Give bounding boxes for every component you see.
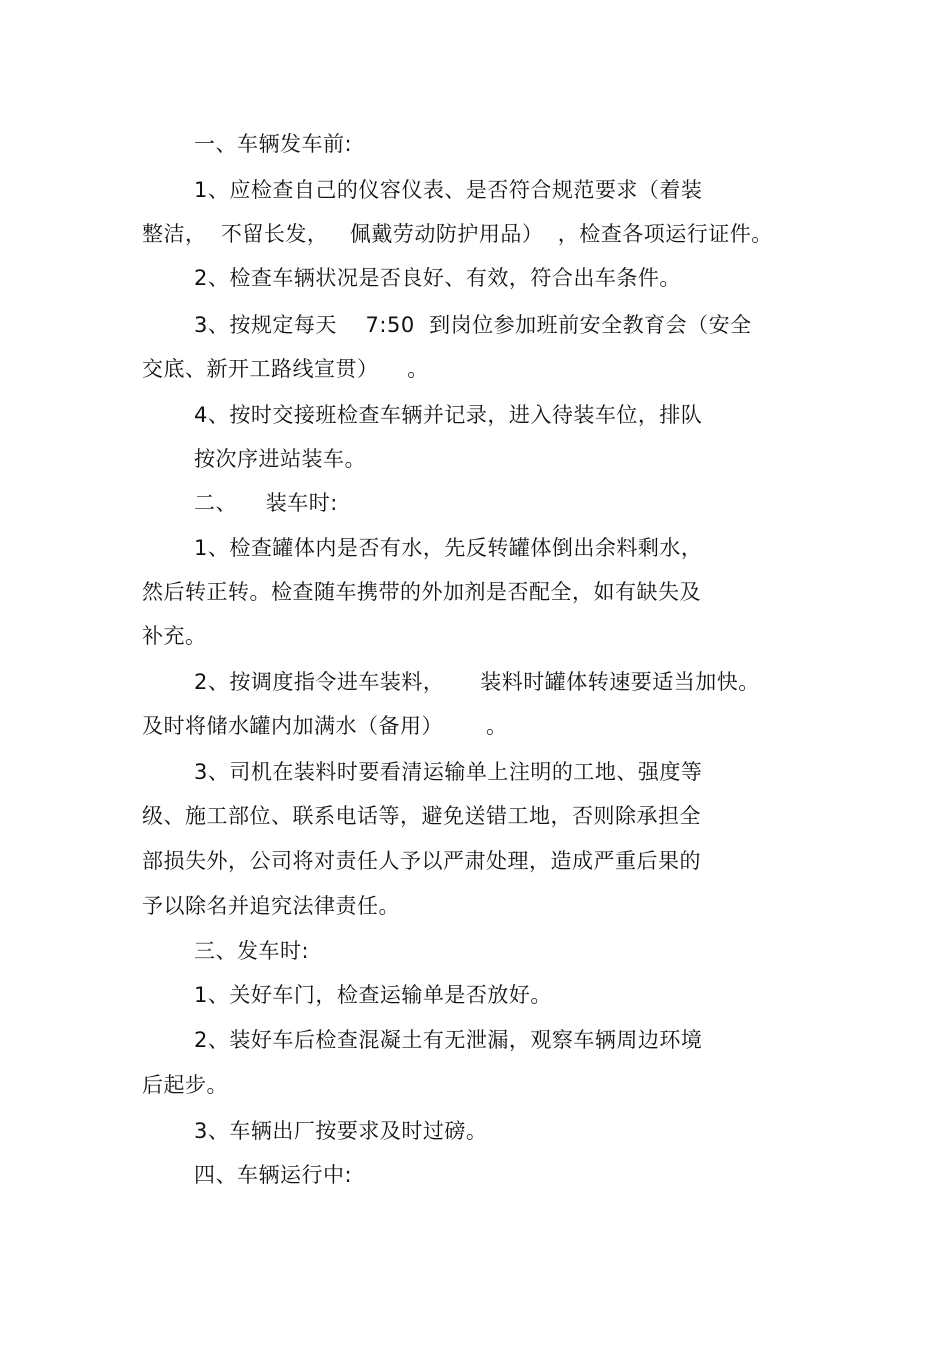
- paragraph-line: 部损失外，公司将对责任人予以严肃处理，造成严重后果的: [142, 849, 701, 873]
- paragraph-line: 按次序进站装车。: [194, 447, 366, 471]
- paragraph-line: 1、检查罐体内是否有水，先反转罐体倒出余料剩水，: [194, 536, 703, 560]
- paragraph-line: 3、按规定每天 7:50 到岗位参加班前安全教育会（安全: [194, 313, 752, 337]
- paragraph-line: 1、应检查自己的仪容仪表、是否符合规范要求（着装: [194, 178, 703, 202]
- paragraph-line: 2、装好车后检查混凝土有无泄漏，观察车辆周边环境: [194, 1028, 703, 1052]
- paragraph-line: 级、施工部位、联系电话等，避免送错工地，否则除承担全: [142, 804, 701, 828]
- paragraph-line: 2、检查车辆状况是否良好、有效，符合出车条件。: [194, 266, 681, 290]
- paragraph-line: 3、司机在装料时要看清运输单上注明的工地、强度等: [194, 760, 703, 784]
- paragraph-line: 及时将储水罐内加满水（备用） 。: [142, 714, 508, 738]
- section-heading-2: 二、 装车时:: [194, 491, 338, 515]
- paragraph-line: 然后转正转。检查随车携带的外加剂是否配全，如有缺失及: [142, 580, 701, 604]
- section-heading-1: 一、车辆发车前:: [194, 132, 353, 156]
- paragraph-line: 1、关好车门，检查运输单是否放好。: [194, 983, 552, 1007]
- paragraph-line: 交底、新开工路线宣贯） 。: [142, 357, 429, 381]
- paragraph-line: 整洁， 不留长发， 佩戴劳动防护用品） ，检查各项运行证件。: [142, 222, 773, 246]
- paragraph-line: 2、按调度指令进车装料， 装料时罐体转速要适当加快。: [194, 670, 760, 694]
- paragraph-line: 予以除名并追究法律责任。: [142, 894, 400, 918]
- paragraph-line: 补充。: [142, 624, 207, 648]
- section-heading-4: 四、车辆运行中:: [194, 1163, 353, 1187]
- paragraph-line: 4、按时交接班检查车辆并记录，进入待装车位，排队: [194, 403, 703, 427]
- paragraph-line: 3、车辆出厂按要求及时过磅。: [194, 1119, 488, 1143]
- section-heading-3: 三、发车时:: [194, 939, 310, 963]
- paragraph-line: 后起步。: [142, 1073, 228, 1097]
